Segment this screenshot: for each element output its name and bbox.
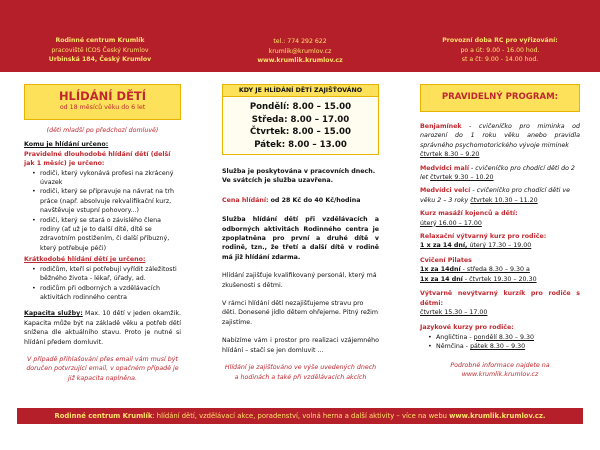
price-text: od 28 Kč do 40 Kč/hodina (270, 196, 361, 204)
lang-title: Jazykové kurzy pro rodiče: (420, 324, 514, 332)
food-text: V rámci hlídání dětí nezajišťujeme stravu pro děti. Donesené jídlo dětem ohřejeme. Pitný režim zajistíme. (222, 300, 379, 326)
email[interactable]: krumlik@krumlov.cz (268, 47, 332, 55)
art-title: Výtvarně nevýtvarný kurzík pro rodiče s dětmi: (420, 290, 580, 307)
program-time: čtvrtek 8.30 – 9.20 (420, 151, 480, 159)
program-name: Benjamínek (420, 123, 462, 130)
hours-2: st a čt: 9.00 - 14.00 hod. (461, 56, 539, 64)
program-footnote: Podrobné informace najdete na www.krumlik.krumlov.cz (450, 361, 550, 378)
babysitting-title-box (24, 84, 181, 120)
header-bar (0, 0, 600, 72)
list-item: • rodiči, který se připravuje na návrat na trh práce (např. absolvuje rekvalifikační kurz, navštěvuje vstupní pohovory...) (40, 187, 181, 215)
list-item: • rodičům, kteří si potřebují vyřídit záležitosti běžného života - lékař, úřady, ad. (40, 265, 181, 284)
program-desc: - cvičeníčko pro chodící děti ve věku 2 – 3 roky (420, 187, 570, 204)
younger-note: (děti mladší po předchozí domluvě) (46, 127, 159, 134)
program-art (420, 289, 580, 317)
hours-title: Provozní doba RC pro vyřizování: (442, 37, 558, 44)
lang-list (420, 333, 580, 352)
email-footnote: V případě přihlašování přes email vám musí být doručen potvrzující email, v opačném případě je již kapacita naplněna. (26, 355, 179, 382)
program-title-box (420, 84, 580, 112)
capacity-label: Kapacita služby: (24, 310, 83, 318)
schedule-footnote: Hlídání je zajišťováno ve výše uvedených dnech a hodinách a také při vzdělávacích akcích (224, 364, 377, 381)
price-label: Cena hlídání: (222, 196, 269, 204)
header-address (0, 0, 200, 72)
pilates-time-1: - středa 8.30 – 9.30 a (460, 266, 530, 274)
relax-title: Relaxační výtvarný kurz pro rodiče: (420, 233, 547, 241)
program-languages (420, 323, 580, 351)
list-item: • rodičům při odborných a vzdělávacích aktivitách rodinného centra (40, 284, 181, 303)
for-whom-title: Komu je hlídání určeno: (24, 141, 109, 149)
pilates-time-2: - čtvrtek 19.30 – 20.30 (462, 275, 537, 283)
babysitting-title: HLÍDÁNÍ DĚTÍ (58, 89, 147, 103)
program-time: čtvrtek 10.30 – 11.20 (470, 196, 538, 204)
short-term-title: Krátkodobé hlídání dětí je určeno: (24, 256, 146, 264)
long-term-list (24, 169, 181, 254)
phone: tel.: 774 292 622 (273, 38, 327, 45)
art-time: čtvrtek 15.30 – 17.00 (420, 308, 488, 316)
hours-1: po a út: 9.00 - 16.00 hod. (460, 46, 540, 54)
column-schedule (222, 84, 379, 382)
pilates-title: Cvičení Pilates (420, 256, 472, 264)
program-desc: - cvičeníčko pro chodící děti do 2 let (420, 164, 575, 182)
list-item: • Angličtina - pondělí 8.30 – 9.30 (436, 333, 580, 342)
price-line (222, 196, 379, 205)
header-hours (400, 0, 600, 72)
list-item: • Němčina - pátek 8.30 – 9.30 (436, 342, 580, 351)
program-time: úterý 16.00 – 17.00 (420, 219, 482, 227)
capacity-text: Max. 10 dětí v jeden okamžik. Kapacita může být na základě věku a potřeb dětí snížena dle aktuálního stavu. Proto je nutné si hlídání předem domluvit. (24, 310, 181, 346)
pilates-freq-1: 1x za 14dní (420, 266, 461, 274)
header-contact (200, 0, 400, 72)
relax-time: úterý 17.30 – 19.00 (467, 242, 532, 250)
footer-bar (17, 408, 583, 424)
activities-text: Služba hlídání dětí při vzdělávacích a odborných aktivitách Rodinného centra je zpoplatněna pro první a druhé dítě v rodině, tzn., že třetí a další dítě v rodině má již hlídání zdarma. (222, 216, 379, 261)
program-title: PRAVIDELNÝ PROGRAM: (441, 92, 559, 103)
program-name: Kurz masáží kojenců a dětí: (420, 210, 518, 218)
capacity-paragraph (24, 309, 181, 347)
schedule-list (223, 96, 378, 154)
program-desc: - cvičeníčko pro miminka od narození do 1 roku věku anebo pravidla správného psychomotorického vývoje miminek (420, 123, 580, 149)
program-name: Medvídci velcí (420, 187, 471, 195)
program-massage (420, 209, 580, 228)
org-name: Rodinné centrum Krumlík (55, 37, 145, 44)
org-branch: pracoviště ICOS Český Krumlov (51, 46, 149, 54)
long-term-title: Pravidelné dlouhodobé hlídání dětí (delší jak 1 měsíc) je určeno: (24, 150, 171, 168)
schedule-box (222, 84, 379, 155)
program-name: Medvídci malí (420, 164, 470, 172)
org-address: Urbinská 184, Český Krumlov (48, 56, 152, 64)
website[interactable]: www.krumlik.krumlov.cz (257, 57, 343, 65)
schedule-thursday: Čtvrtek: 8.00 – 15.00 (249, 127, 351, 137)
list-item: • rodiči, který vykonává profesi na zkrácený úvazek (40, 169, 181, 188)
offer-text: Nabízíme vám i prostor pro realizaci vzájemného hlídání – stačí se jen domluvit ... (222, 337, 379, 354)
program-pilates (420, 256, 580, 284)
program-medvidci-velci (420, 186, 580, 205)
short-term-list (24, 265, 181, 303)
footer-web[interactable]: www.krumlik.krumlov.cz. (449, 412, 546, 420)
relax-line: 1 x za 14 dní, (420, 242, 468, 250)
footer-org: Rodinné centrum Krumlík (54, 412, 153, 420)
schedule-monday: Pondělí: 8.00 – 15.00 (249, 102, 352, 112)
column-babysitting (24, 84, 181, 383)
schedule-title: KDY JE HLÍDÁNÍ DĚTÍ ZAJIŠŤOVÁNO (223, 85, 378, 96)
program-benjaminek (420, 122, 580, 160)
schedule-wednesday: Středa: 8.00 – 17.00 (251, 114, 350, 125)
staff-text: Hlídání zajišťuje kvalifikovaný personál, který má zkušenosti s dětmi. (222, 272, 377, 289)
program-time: čtvrtek 9.30 – 10.20 (430, 174, 494, 182)
program-medvidci-mali (420, 164, 580, 183)
schedule-friday: Pátek: 8.00 – 13.00 (254, 139, 347, 150)
program-relax (420, 232, 580, 251)
list-item: • rodiči, který se stará o závislého člena rodiny (ať už je to další dítě, dítě se zdravotním postižením, či další příbuzný, který potřebuje péči) (40, 216, 181, 254)
footer-text: : hlídání dětí, vzdělávací akce, poradenství, volná herna a další aktivity – více na webu (152, 412, 450, 420)
service-text: Služba je poskytována v pracovních dnech. Ve svátcích je služba uzavřena. (222, 168, 376, 185)
babysitting-subtitle: od 18 měsíců věku do 6 let (59, 104, 146, 111)
column-program (420, 84, 580, 379)
pilates-freq-2: 1x za 14 dní (420, 275, 463, 283)
